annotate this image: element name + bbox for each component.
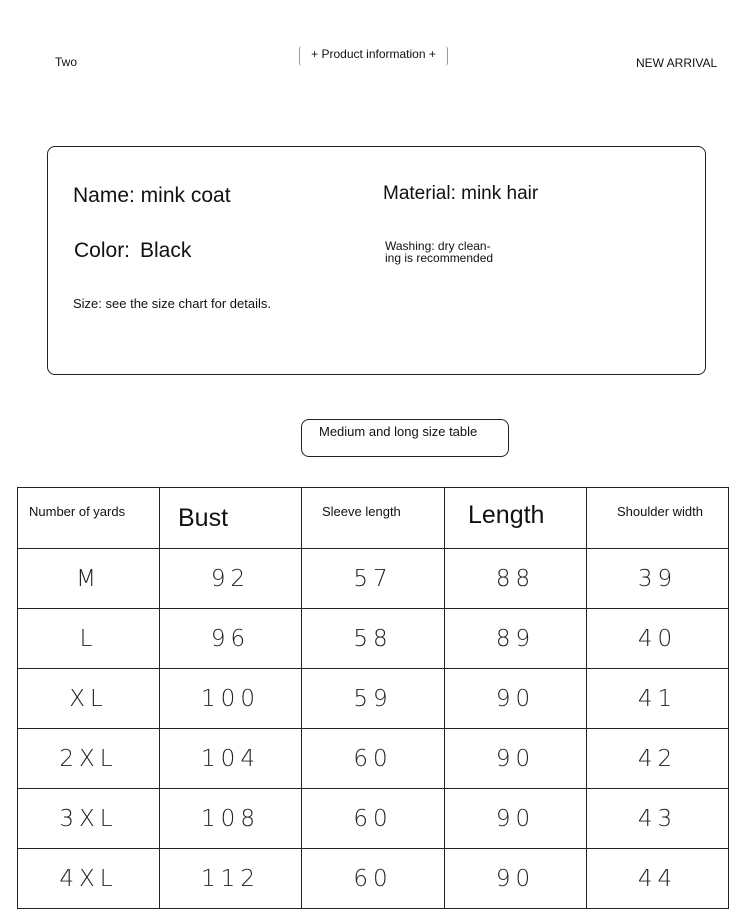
cell-size: L bbox=[18, 609, 160, 669]
cell-bust: 108 bbox=[160, 789, 302, 849]
table-row bbox=[18, 729, 729, 789]
size-table bbox=[17, 487, 729, 909]
table-row bbox=[18, 669, 729, 729]
size-table-header-row bbox=[18, 488, 729, 549]
product-color-value: Black bbox=[140, 239, 192, 262]
cell-shoulder: 39 bbox=[587, 549, 729, 609]
size-table-title-text: Medium and long size table bbox=[319, 424, 478, 439]
table-row bbox=[18, 609, 729, 669]
header-number-of-yards: Number of yards bbox=[29, 504, 126, 519]
header-cell bbox=[445, 488, 587, 549]
table-row bbox=[18, 789, 729, 849]
cell-sleeve: 59 bbox=[302, 669, 445, 729]
cell-shoulder: 42 bbox=[587, 729, 729, 789]
cell-sleeve: 60 bbox=[302, 849, 445, 909]
header-bust: Bust bbox=[178, 503, 229, 532]
header-shoulder-width: Shoulder width bbox=[617, 504, 703, 519]
cell-shoulder: 41 bbox=[587, 669, 729, 729]
header-left-text: Two bbox=[55, 55, 78, 69]
cell-size: 4XL bbox=[18, 849, 160, 909]
cell-length: 89 bbox=[445, 609, 587, 669]
product-name: Name: mink coat bbox=[73, 184, 231, 207]
product-washing: Washing: dry clean-ing is recommended bbox=[385, 239, 494, 265]
cell-size: XL bbox=[18, 669, 160, 729]
cell-sleeve: 60 bbox=[302, 789, 445, 849]
cell-bust: 112 bbox=[160, 849, 302, 909]
cell-length: 90 bbox=[445, 789, 587, 849]
cell-bust: 92 bbox=[160, 549, 302, 609]
cell-length: 88 bbox=[445, 549, 587, 609]
cell-size: 3XL bbox=[18, 789, 160, 849]
header-cell bbox=[302, 488, 445, 549]
size-table-title bbox=[301, 419, 509, 457]
cell-length: 90 bbox=[445, 729, 587, 789]
cell-bust: 100 bbox=[160, 669, 302, 729]
cell-sleeve: 57 bbox=[302, 549, 445, 609]
header-cell bbox=[18, 488, 160, 549]
table-row bbox=[18, 549, 729, 609]
cell-bust: 96 bbox=[160, 609, 302, 669]
cell-length: 90 bbox=[445, 849, 587, 909]
product-material: Material: mink hair bbox=[383, 183, 539, 204]
cell-length: 90 bbox=[445, 669, 587, 729]
cell-shoulder: 44 bbox=[587, 849, 729, 909]
table-row bbox=[18, 849, 729, 909]
section-title-product-information: + Product information + bbox=[299, 46, 448, 66]
header-cell bbox=[587, 488, 729, 549]
header-length: Length bbox=[468, 500, 545, 529]
cell-sleeve: 58 bbox=[302, 609, 445, 669]
new-arrival-label: NEW ARRIVAL bbox=[636, 56, 718, 70]
cell-shoulder: 43 bbox=[587, 789, 729, 849]
cell-sleeve: 60 bbox=[302, 729, 445, 789]
cell-size: M bbox=[18, 549, 160, 609]
header-sleeve-length: Sleeve length bbox=[322, 504, 401, 519]
product-size-note: Size: see the size chart for details. bbox=[73, 296, 271, 311]
cell-size: 2XL bbox=[18, 729, 160, 789]
cell-bust: 104 bbox=[160, 729, 302, 789]
header-cell bbox=[160, 488, 302, 549]
product-color-label: Color: bbox=[74, 239, 131, 262]
cell-shoulder: 40 bbox=[587, 609, 729, 669]
